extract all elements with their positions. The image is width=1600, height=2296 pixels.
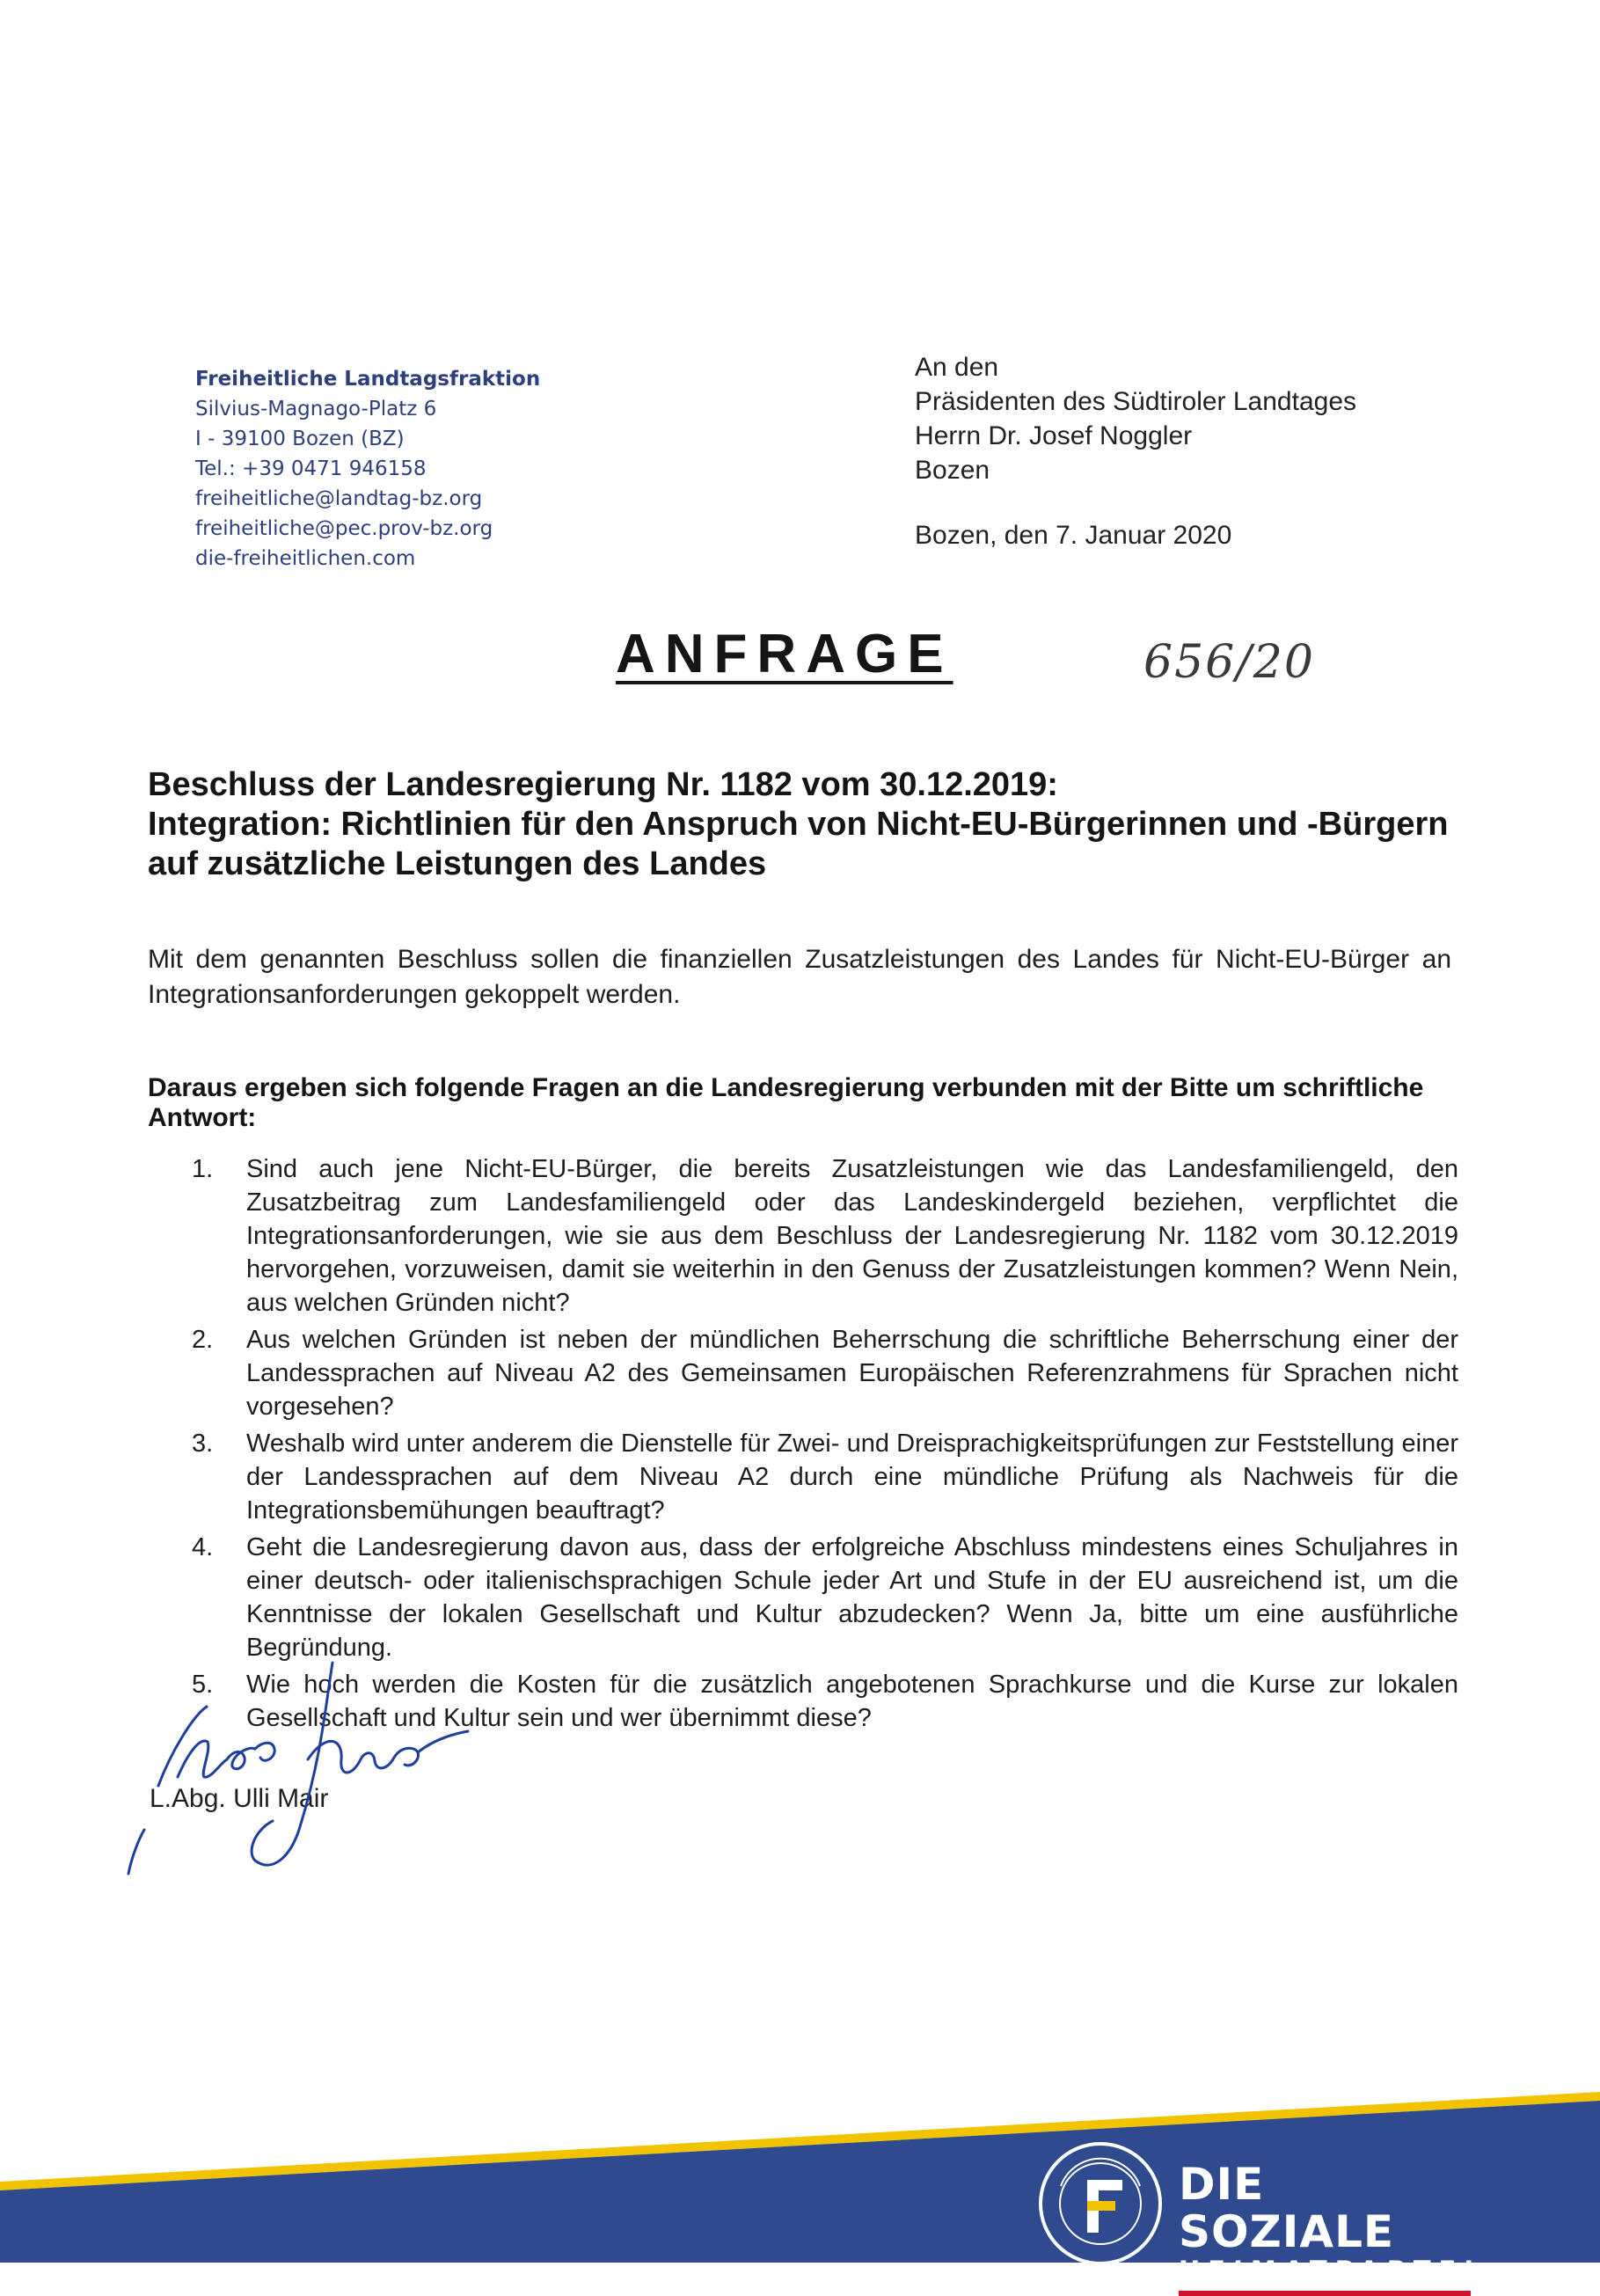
question-number: 3. [192, 1430, 214, 1458]
signer-name: L.Abg. Ulli Mair [150, 1784, 329, 1813]
question-item [192, 1152, 1458, 1320]
subject-line: Integration: Richtlinien für den Anspruch von Nicht-EU-Bürgerinnen und -Bürgern auf zusätzliche Leistungen des Landes [148, 806, 1449, 882]
recipient-line: Herrn Dr. Josef Noggler [915, 421, 1193, 450]
sender-email: freiheitliche@landtag-bz.org [195, 487, 483, 510]
brand-red-bar [1179, 2291, 1471, 2296]
question-item [192, 1531, 1458, 1664]
question-number: 4. [192, 1533, 214, 1561]
question-item [192, 1323, 1458, 1423]
question-text: Geht die Landesregierung davon aus, dass der erfolgreiche Abschluss mindestens eines Schuljahres in einer deutsch- oder italienischsprachigen Schule jeder Art und Stufe in der EU ausreichend ist, um die Kenntnisse der lokalen Gesellschaft und Kultur abzudecken? Wenn Ja, bitte um eine ausführliche Begründung. [246, 1533, 1458, 1662]
letter-date: Bozen, den 7. Januar 2020 [915, 521, 1232, 550]
questions-lead: Daraus ergeben sich folgende Fragen an die Landesregierung verbunden mit der Bitte um schriftliche Antwort: [148, 1073, 1424, 1132]
question-item [192, 1427, 1458, 1527]
question-number: 5. [192, 1671, 214, 1699]
recipient-line: An den [915, 353, 999, 382]
recipient-line: Bozen [915, 456, 990, 485]
party-brand [1179, 2159, 1482, 2296]
brand-line-1: DIE SOZIALE [1179, 2159, 1395, 2257]
document-title: ANFRAGE [616, 624, 953, 684]
subject-block [148, 765, 1450, 884]
brand-line-2: HEIMATPARTEI [1179, 2256, 1482, 2285]
question-text: Sind auch jene Nicht-EU-Bürger, die bereits Zusatzleistungen wie das Landesfamiliengeld, den Zusatzbeitrag zum Landesfamiliengeld oder das Landeskindergeld beziehen, verpflichtet die Integrationsanforderungen, wie sie aus dem Beschluss der Landesregierung Nr. 1182 vom 30.12.2019 hervorgehen, vorzuweisen, damit sie weiterhin in den Genuss der Zusatzleistungen kommen? Wenn Nein, aus welchen Gründen nicht? [246, 1155, 1458, 1317]
sender-org: Freiheitliche Landtagsfraktion [195, 368, 541, 391]
sender-website: die-freiheitlichen.com [195, 547, 416, 570]
sender-block [195, 364, 600, 574]
recipient-block [915, 350, 1531, 487]
handwritten-signature [123, 1654, 519, 1900]
question-number: 1. [192, 1155, 214, 1183]
question-text: Aus welchen Gründen ist neben der mündlichen Beherrschung die schriftliche Beherrschung einer der Landessprachen auf Niveau A2 des Gemeinsamen Europäischen Referenzrahmens für Sprachen nicht vorgesehen? [246, 1326, 1458, 1421]
handwritten-number: 656/20 [1143, 636, 1315, 689]
question-text: Wie hoch werden die Kosten für die zusätzlich angebotenen Sprachkurse und die Kurse zur lokalen Gesellschaft und Kultur sein und wer übernimmt diese? [246, 1671, 1458, 1732]
question-number: 2. [192, 1326, 214, 1354]
subject-line: Beschluss der Landesregierung Nr. 1182 vom 30.12.2019: [148, 766, 1058, 803]
party-emblem-icon [1034, 2138, 1166, 2263]
sender-pec-email: freiheitliche@pec.prov-bz.org [195, 517, 493, 540]
sender-street: Silvius-Magnago-Platz 6 [195, 398, 437, 420]
intro-paragraph: Mit dem genannten Beschluss sollen die finanziellen Zusatzleistungen des Landes für Nicht-EU-Bürger an Integrationsanforderungen gekoppelt werden. [148, 945, 1451, 1009]
questions-list [192, 1152, 1458, 1738]
recipient-line: Präsidenten des Südtiroler Landtages [915, 387, 1357, 416]
sender-city: I - 39100 Bozen (BZ) [195, 428, 405, 450]
question-text: Weshalb wird unter anderem die Dienstelle für Zwei- und Dreisprachigkeitsprüfungen zur Feststellung einer der Landessprachen auf dem Niveau A2 durch eine mündliche Prüfung als Nachweis für die Integrationsbemühungen beauftragt? [246, 1430, 1458, 1525]
sender-phone: Tel.: +39 0471 946158 [195, 457, 427, 480]
